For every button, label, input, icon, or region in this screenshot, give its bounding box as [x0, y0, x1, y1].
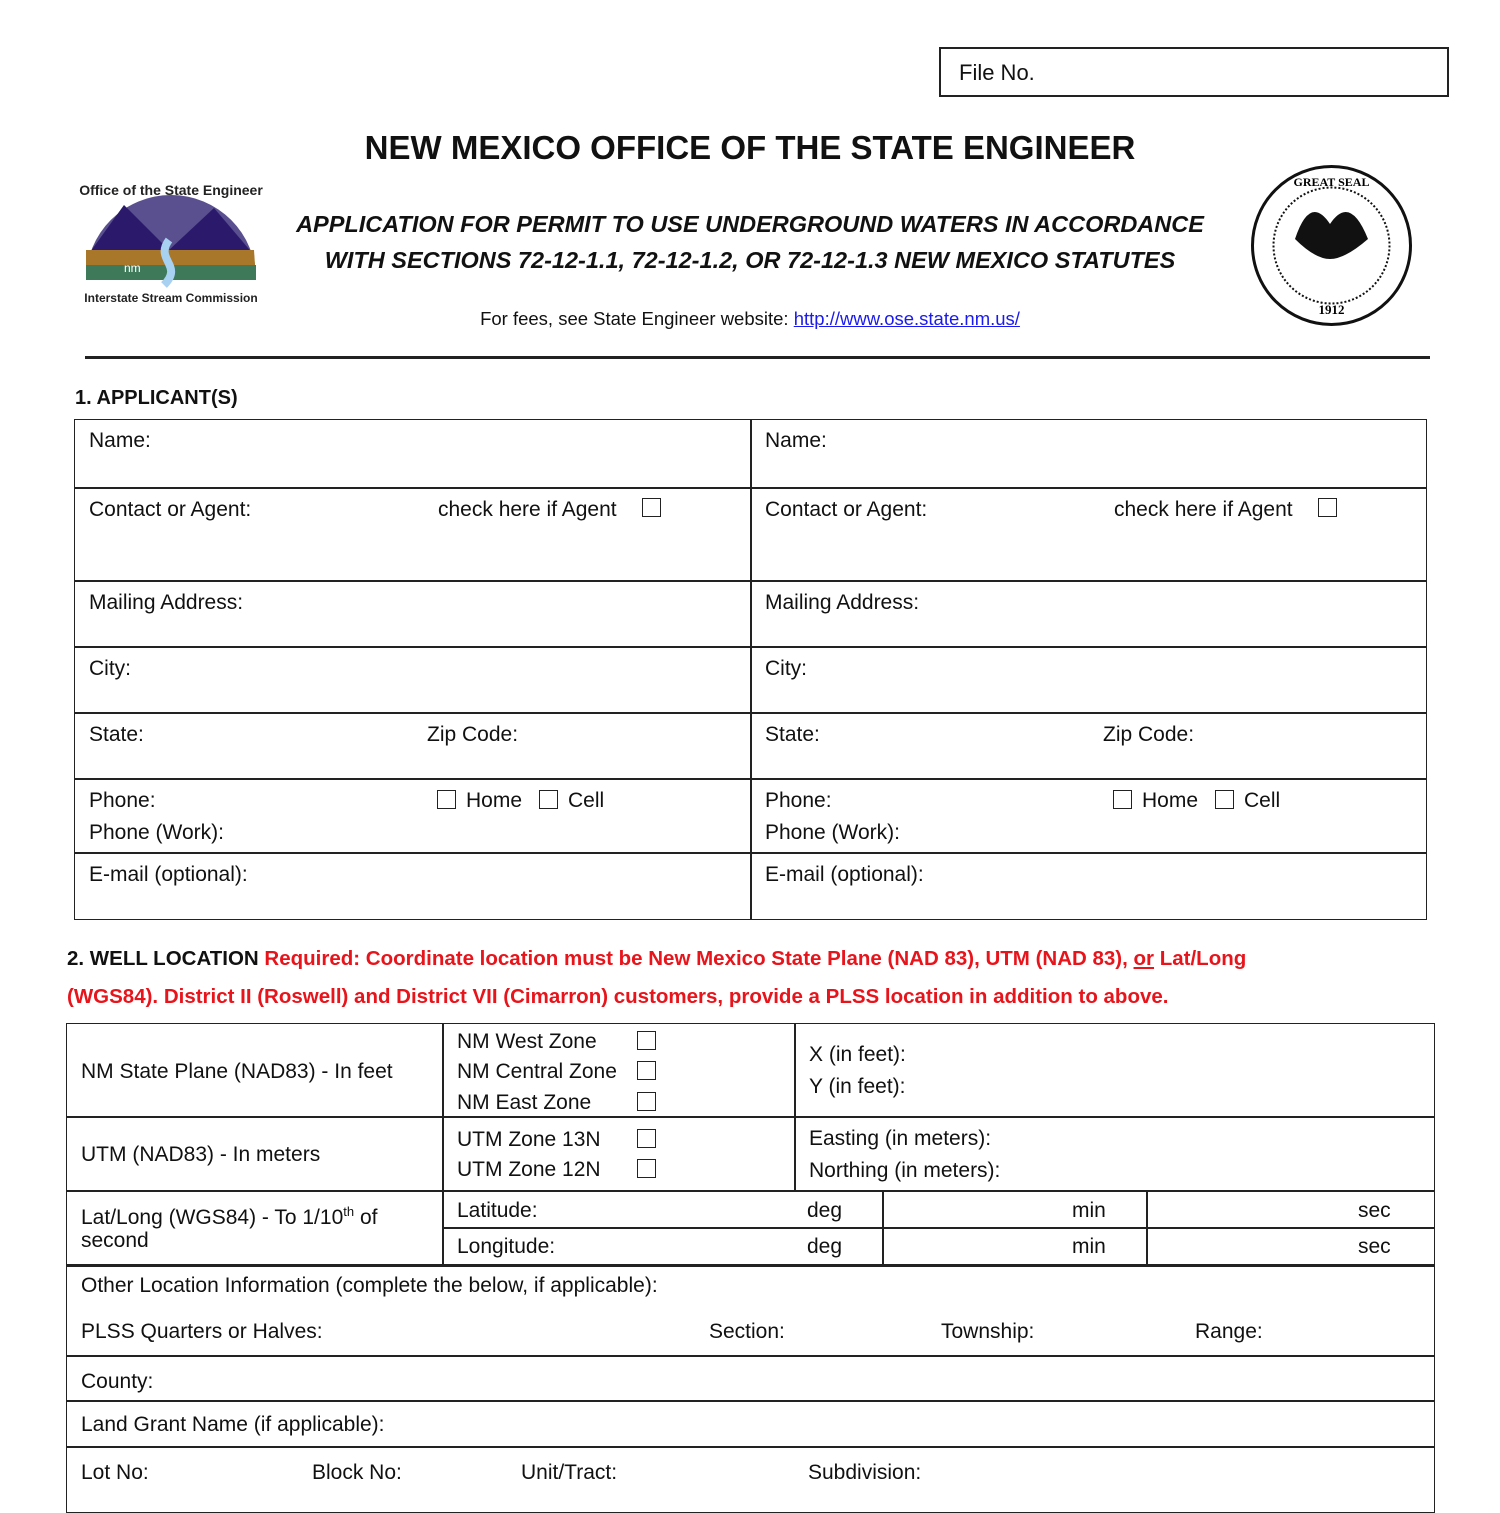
applicant1-agent-label: check here if Agent — [438, 498, 617, 521]
northing-label: Northing (in meters): — [809, 1159, 1001, 1182]
col-divider — [794, 1023, 796, 1191]
applicant2-mailing-label: Mailing Address: — [765, 591, 920, 614]
applicant1-home-checkbox[interactable] — [437, 790, 456, 809]
svg-text:nm: nm — [124, 261, 141, 275]
applicant1-contact-label: Contact or Agent: — [89, 498, 252, 521]
row-divider-thick — [66, 1264, 1435, 1267]
row-divider — [66, 1355, 1435, 1357]
row-divider — [66, 1116, 1435, 1118]
applicant2-state-label: State: — [765, 723, 820, 746]
applicant1-agent-checkbox[interactable] — [642, 498, 661, 517]
subtitle-line1: APPLICATION FOR PERMIT TO USE UNDERGROUND WATERS IN ACCORDANCE — [296, 211, 1204, 237]
longitude-label: Longitude: — [457, 1235, 556, 1258]
row-divider — [74, 580, 1427, 582]
applicant2-zip-label: Zip Code: — [1103, 723, 1195, 746]
required-note: Required: Coordinate location must be New Mexico State Plane (NAD 83), UTM (NAD 83), — [264, 947, 1134, 970]
applicant2-email-label: E-mail (optional): — [765, 863, 924, 886]
section2-heading: 2. WELL LOCATION — [67, 947, 259, 970]
required-note-end: Lat/Long — [1154, 947, 1247, 970]
applicant1-name-label: Name: — [89, 429, 151, 452]
applicant1-phone-work-label: Phone (Work): — [89, 821, 224, 844]
applicant1-city-label: City: — [89, 657, 131, 680]
nm-central-zone-checkbox[interactable] — [637, 1061, 656, 1080]
applicant1-zip-label: Zip Code: — [427, 723, 519, 746]
latitude-sec-label: sec — [1358, 1199, 1391, 1222]
svg-text:1912: 1912 — [1318, 302, 1345, 317]
latitude-min-label: min — [1072, 1199, 1106, 1222]
utm-13n-label: UTM Zone 13N — [457, 1128, 601, 1151]
row-divider — [74, 852, 1427, 854]
applicant2-name-label: Name: — [765, 429, 827, 452]
nm-east-zone-checkbox[interactable] — [637, 1092, 656, 1111]
section2-heading-line1 — [67, 947, 1246, 971]
section-label: Section: — [709, 1320, 785, 1343]
page-title: NEW MEXICO OFFICE OF THE STATE ENGINEER — [364, 129, 1136, 166]
applicant1-mailing-label: Mailing Address: — [89, 591, 244, 614]
subdivision-label: Subdivision: — [808, 1461, 922, 1484]
required-or: or — [1133, 947, 1155, 970]
required-note-line2: (WGS84). District II (Roswell) and District VII (Cimarron) customers, provide a PLSS location in addition to above. — [67, 985, 1169, 1008]
applicant2-contact-label: Contact or Agent: — [765, 498, 928, 521]
land-grant-label: Land Grant Name (if applicable): — [81, 1413, 385, 1436]
applicant2-cell-label: Cell — [1244, 789, 1281, 812]
latitude-label: Latitude: — [457, 1199, 538, 1222]
township-label: Township: — [941, 1320, 1035, 1343]
svg-text:Office of the State Engineer: Office of the State Engineer — [79, 182, 263, 198]
row-divider — [74, 712, 1427, 714]
applicant1-phone-label: Phone: — [89, 789, 156, 812]
col-divider — [1146, 1190, 1148, 1265]
applicant2-phone-work-label: Phone (Work): — [765, 821, 900, 844]
utm-label: UTM (NAD83) - In meters — [81, 1143, 321, 1166]
longitude-min-label: min — [1072, 1235, 1106, 1258]
latlong-of: of — [354, 1206, 378, 1229]
longitude-sec-label: sec — [1358, 1235, 1391, 1258]
applicant2-home-label: Home — [1142, 789, 1199, 812]
well-location-table — [66, 1023, 1435, 1513]
row-divider — [74, 646, 1427, 648]
latitude-deg-label: deg — [807, 1199, 843, 1222]
nm-west-zone-label: NM West Zone — [457, 1030, 597, 1053]
unit-tract-label: Unit/Tract: — [521, 1461, 618, 1484]
plss-label: PLSS Quarters or Halves: — [81, 1320, 323, 1343]
block-label: Block No: — [312, 1461, 402, 1484]
applicant1-state-label: State: — [89, 723, 144, 746]
applicant1-cell-checkbox[interactable] — [539, 790, 558, 809]
y-feet-label: Y (in feet): — [809, 1075, 906, 1098]
row-divider — [66, 1446, 1435, 1448]
applicant2-agent-checkbox[interactable] — [1318, 498, 1337, 517]
applicant2-city-label: City: — [765, 657, 807, 680]
lot-label: Lot No: — [81, 1461, 149, 1484]
svg-text:GREAT SEAL: GREAT SEAL — [1293, 175, 1370, 189]
applicant2-agent-label: check here if Agent — [1114, 498, 1293, 521]
col-divider — [882, 1190, 884, 1265]
nm-east-zone-label: NM East Zone — [457, 1091, 592, 1114]
row-divider — [442, 1227, 1435, 1229]
range-label: Range: — [1195, 1320, 1263, 1343]
section1-heading: 1. APPLICANT(S) — [75, 387, 238, 409]
header-divider — [85, 356, 1430, 359]
fees-text: For fees, see State Engineer website: — [480, 308, 794, 329]
row-divider — [74, 487, 1427, 489]
other-location-label: Other Location Information (complete the below, if applicable): — [81, 1274, 658, 1297]
state-plane-label: NM State Plane (NAD83) - In feet — [81, 1060, 393, 1083]
county-label: County: — [81, 1370, 154, 1393]
applicant1-email-label: E-mail (optional): — [89, 863, 248, 886]
latlong-text: Lat/Long (WGS84) - To 1/10 — [81, 1206, 344, 1229]
row-divider — [74, 778, 1427, 780]
latlong-label — [81, 1204, 377, 1230]
applicant2-cell-checkbox[interactable] — [1215, 790, 1234, 809]
x-feet-label: X (in feet): — [809, 1043, 906, 1066]
col-divider — [442, 1023, 444, 1265]
col-divider — [750, 419, 752, 920]
nm-central-zone-label: NM Central Zone — [457, 1060, 617, 1083]
row-divider — [66, 1400, 1435, 1402]
file-no-label: File No. — [959, 60, 1035, 85]
row-divider — [66, 1190, 1435, 1192]
latlong-label-2: second — [81, 1229, 149, 1252]
svg-text:Interstate Stream Commission: Interstate Stream Commission — [84, 291, 258, 305]
ose-website-link[interactable]: http://www.ose.state.nm.us/ — [793, 308, 1020, 329]
ose-logo — [74, 160, 269, 310]
utm-12n-checkbox[interactable] — [637, 1159, 656, 1178]
easting-label: Easting (in meters): — [809, 1127, 992, 1150]
great-seal-new-mexico — [1250, 164, 1413, 327]
latlong-sup: th — [343, 1204, 355, 1219]
applicant1-home-label: Home — [466, 789, 523, 812]
applicant1-cell-label: Cell — [568, 789, 605, 812]
utm-13n-checkbox[interactable] — [637, 1129, 656, 1148]
subtitle-line2: WITH SECTIONS 72-12-1.1, 72-12-1.2, OR 72-12-1.3 NEW MEXICO STATUTES — [324, 247, 1176, 273]
nm-west-zone-checkbox[interactable] — [637, 1031, 656, 1050]
utm-12n-label: UTM Zone 12N — [457, 1158, 601, 1181]
longitude-deg-label: deg — [807, 1235, 843, 1258]
applicant2-phone-label: Phone: — [765, 789, 832, 812]
applicant2-home-checkbox[interactable] — [1113, 790, 1132, 809]
